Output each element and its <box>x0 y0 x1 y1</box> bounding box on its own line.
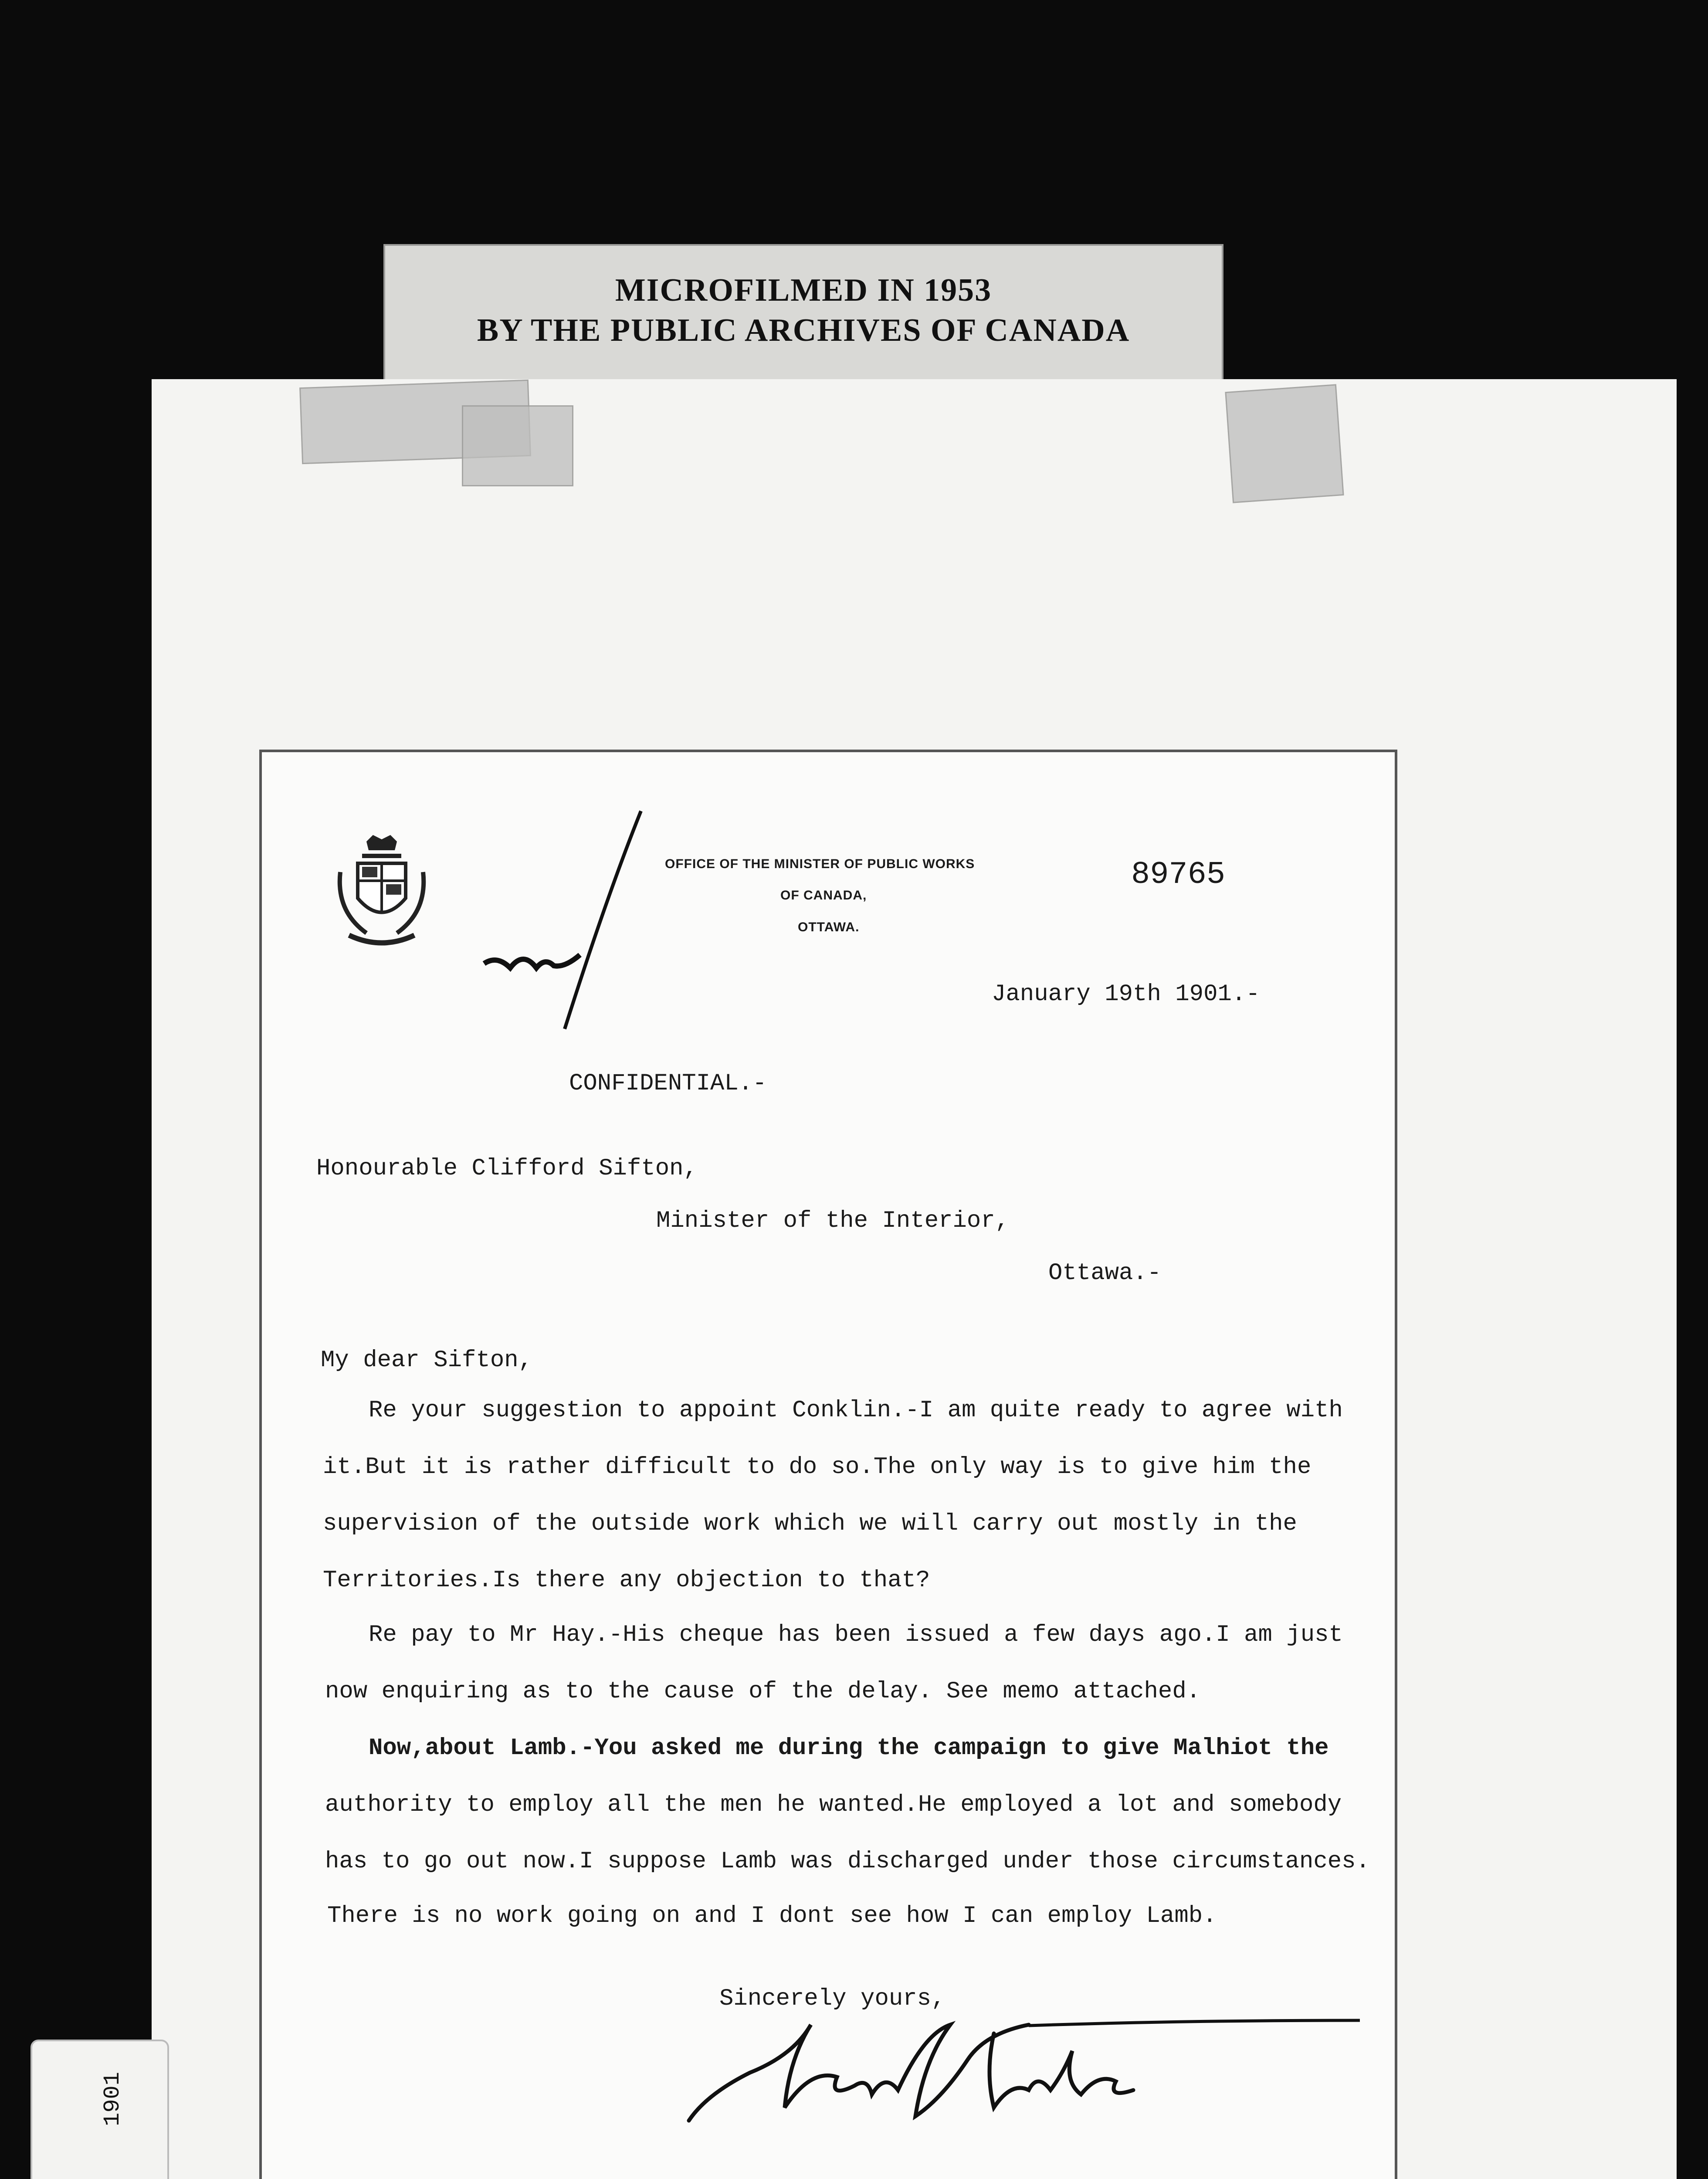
letterhead-line-1: OFFICE OF THE MINISTER OF PUBLIC WORKS <box>665 857 975 871</box>
microfilm-banner <box>383 244 1223 385</box>
signature <box>680 2007 1377 2134</box>
closing: Sincerely yours, <box>719 1986 946 2012</box>
body-line: supervision of the outside work which we will carry out mostly in the <box>323 1510 1297 1537</box>
file-side-label <box>30 2040 169 2179</box>
body-line: now enquiring as to the cause of the delay. See memo attached. <box>325 1678 1201 1705</box>
address-line-2: Minister of the Interior, <box>656 1208 1010 1234</box>
address-line-1: Honourable Clifford Sifton, <box>316 1155 698 1182</box>
body-line: authority to employ all the men he wanted.He employed a lot and somebody <box>325 1792 1342 1818</box>
confidential-label: CONFIDENTIAL.- <box>569 1070 767 1097</box>
body-line: Re your suggestion to appoint Conklin.-I am quite ready to agree with <box>369 1397 1343 1424</box>
tape-top-right <box>1225 384 1344 503</box>
body-line: Now,about Lamb.-You asked me during the campaign to give Malhiot the <box>369 1735 1329 1762</box>
body-line: it.But it is rather difficult to do so.The only way is to give him the <box>323 1454 1312 1480</box>
coat-of-arms-icon <box>332 833 432 955</box>
body-line: has to go out now.I suppose Lamb was discharged under those circumstances. <box>325 1848 1370 1875</box>
letterhead-line-3: OTTAWA. <box>798 920 860 934</box>
body-line: There is no work going on and I dont see how I can employ Lamb. <box>327 1903 1217 1929</box>
letter-sheet <box>259 750 1397 2179</box>
banner-line-1: MICROFILMED IN 1953 <box>615 272 992 308</box>
address-line-3: Ottawa.- <box>1048 1260 1162 1286</box>
banner-line-2: BY THE PUBLIC ARCHIVES OF CANADA <box>477 312 1130 348</box>
letterhead-line-2: OF CANADA, <box>780 888 867 903</box>
file-number: 89765 <box>1131 857 1226 893</box>
body-line: Re pay to Mr Hay.-His cheque has been issued a few days ago.I am just <box>369 1622 1343 1648</box>
body-line: Territories.Is there any objection to that? <box>323 1567 930 1594</box>
salutation: My dear Sifton, <box>321 1347 533 1374</box>
side-label-year: 1901 <box>100 2072 125 2126</box>
tape-top-left-2 <box>462 405 573 486</box>
pen-mark-icon <box>471 785 671 1064</box>
letter-date: January 19th 1901.- <box>992 981 1260 1008</box>
